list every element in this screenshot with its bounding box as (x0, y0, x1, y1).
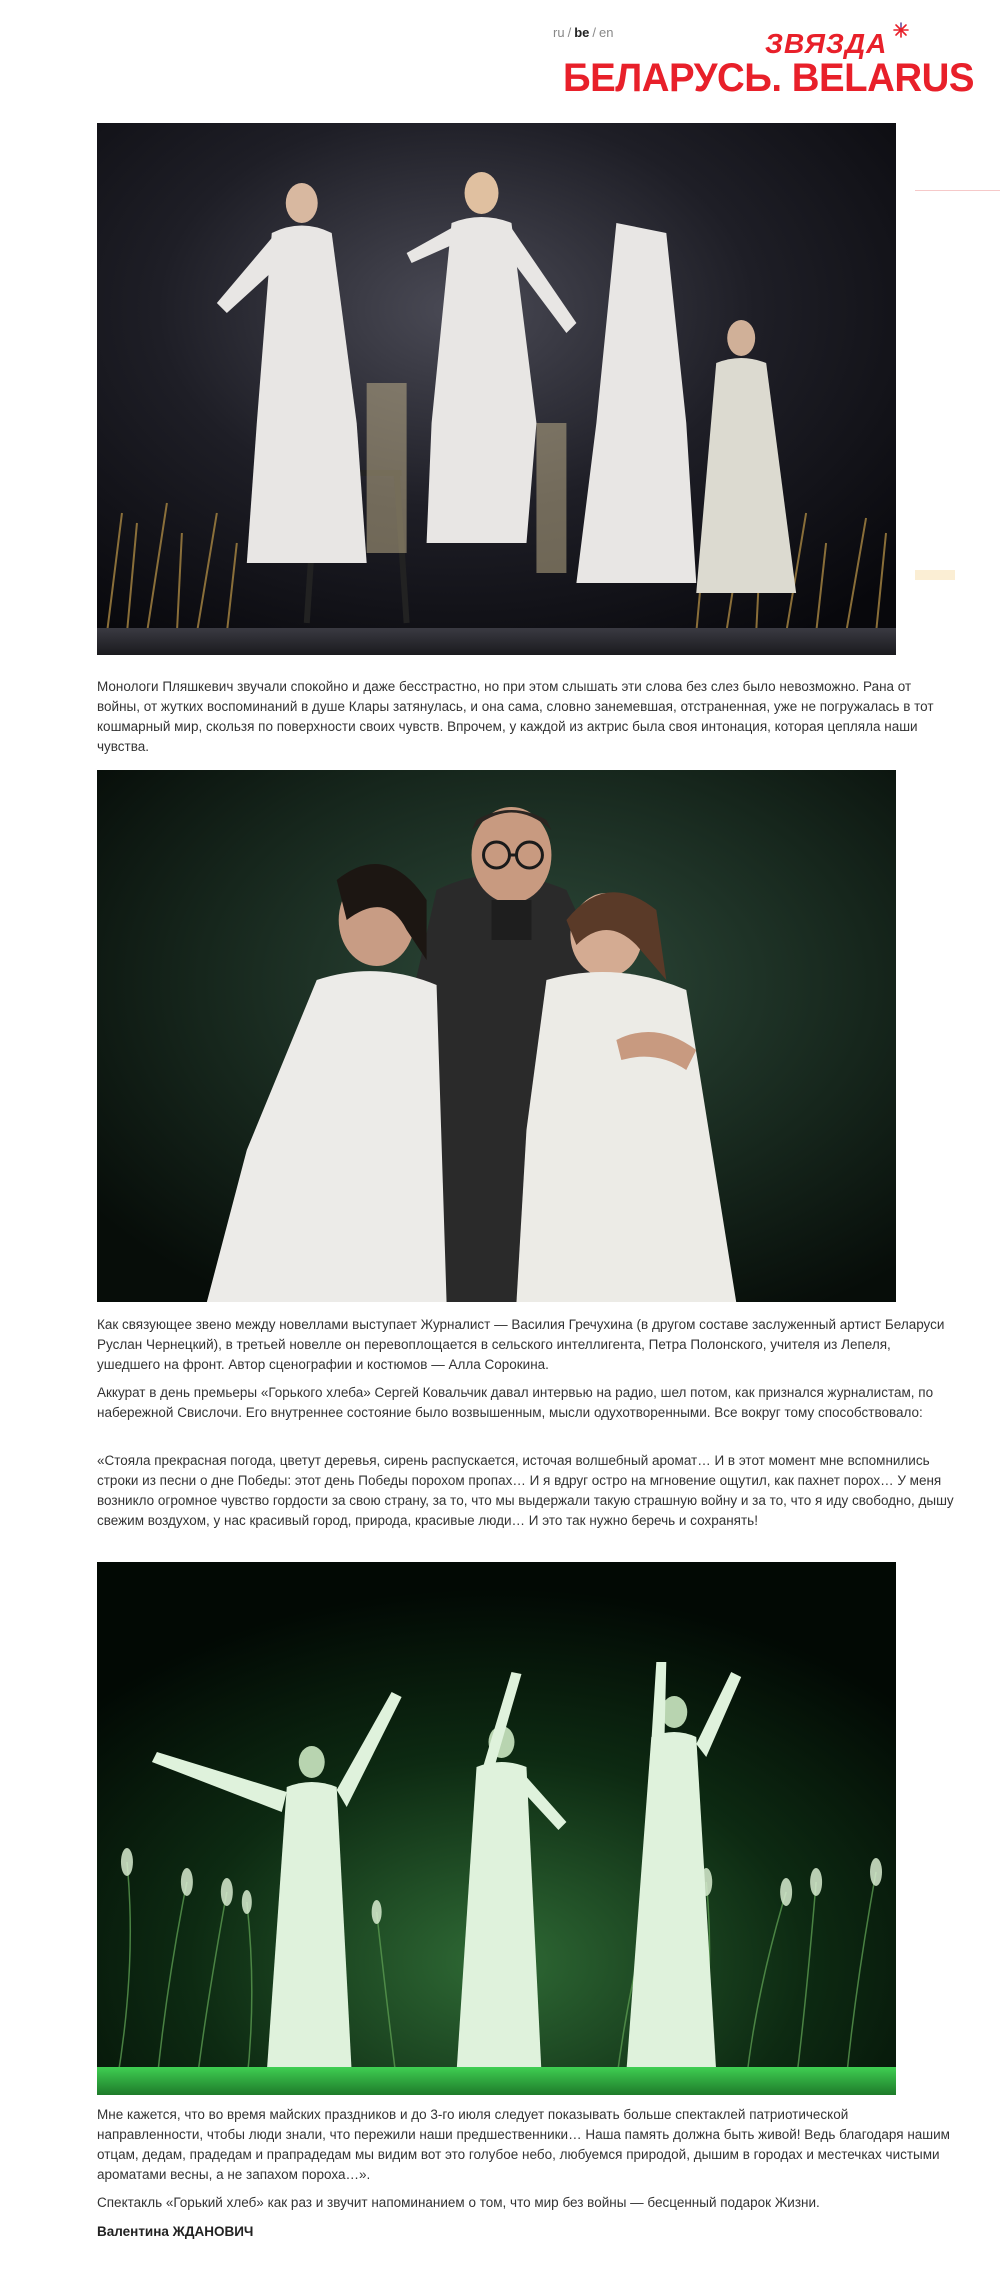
actresses-green-light-photo (97, 1562, 896, 2095)
article-paragraph: Мне кажется, что во время майских праздников и до 3-го июля следует показывать больше спектаклей патриотической направленности, чтобы люди знали, что пережили наши предшественники… Наша память должна быть живой! Ведь благодаря нашим отцам, дедам, прадедам и прапрадедам мы видим вот это голубое небо, любуемся природой, дышим в городах и местечках чистыми ароматами весны, а не запахом пороха…». (97, 2107, 950, 2182)
lang-be-link[interactable]: be (574, 25, 590, 40)
lang-separator: / (592, 25, 596, 40)
article-paragraph: Аккурат в день премьеры «Горького хлеба» Сергей Ковальчик давал интервью на радио, шел потом, как признался журналистам, по набережной Свислочи. Его внутреннее состояние было возвышенным, мысли одухотворенными. Все вокруг тому способствовало: (97, 1385, 934, 1420)
sidebar-banner-fragment (915, 570, 955, 580)
language-switcher (553, 25, 613, 40)
dancers-on-stage-photo (97, 123, 896, 655)
logo-zvyazda[interactable]: ЗВЯЗДА (765, 28, 888, 59)
article-author: Валентина ЖДАНОВИЧ (97, 2224, 254, 2239)
article-paragraph: Как связующее звено между новеллами выступает Журналист — Василия Гречухина (в другом составе заслуженный артист Беларуси Руслан Чернецкий), в третьей новелле он перевоплощается в сельского интеллигента, Петра Полонского, учителя из Лепеля, ушедшего на фронт. Автор сценографии и костюмов — Алла Сорокина. (97, 1317, 945, 1372)
logo-star-icon (893, 22, 909, 38)
article-paragraph: Спектакль «Горький хлеб» как раз и звучит напоминанием о том, что мир без войны — бесценный подарок Жизни. (97, 2195, 820, 2210)
journalist-embracing-actresses-image (97, 770, 896, 1302)
article-quote: «Стояла прекрасная погода, цветут деревья, сирень распускается, источая волшебный аромат… И в этот момент мне вспомнились строки из песни о дне Победы: этот день Победы порохом пропах… И я вдруг остро на мгновение ощутил, как пахнет порох… У меня возникло огромное чувство гордости за свою страну, за то, что мы выдержали такую страшную войну и за то, что я иду свободно, дышу свежим воздухом, у нас красивый город, природа, красивые люди… И это так нужно беречь и сохранять! (97, 1453, 954, 1528)
actresses-green-light-image (97, 1562, 896, 2095)
article-paragraph: Монологи Пляшкевич звучали спокойно и даже бесстрастно, но при этом слышать эти слова без слез было невозможно. Рана от войны, от жутких воспоминаний в душе Клары затянулась, и она сама, словно занемевшая, отстраненная, уже не погружалась в тот кошмарный мир, скользя по поверхности своих чувств. Впрочем, у каждой из актрис была своя интонация, которая цепляла наши чувства. (97, 679, 934, 754)
lang-en-link[interactable]: en (598, 25, 614, 40)
dancers-on-stage-image (97, 123, 896, 655)
sidebar-divider (915, 190, 1000, 191)
journalist-embracing-actresses-photo (97, 770, 896, 1302)
logo-belarus[interactable]: БЕЛАРУСЬ. BELARUS (563, 56, 974, 100)
lang-separator: / (567, 25, 572, 40)
lang-ru-link[interactable]: ru (553, 25, 565, 40)
